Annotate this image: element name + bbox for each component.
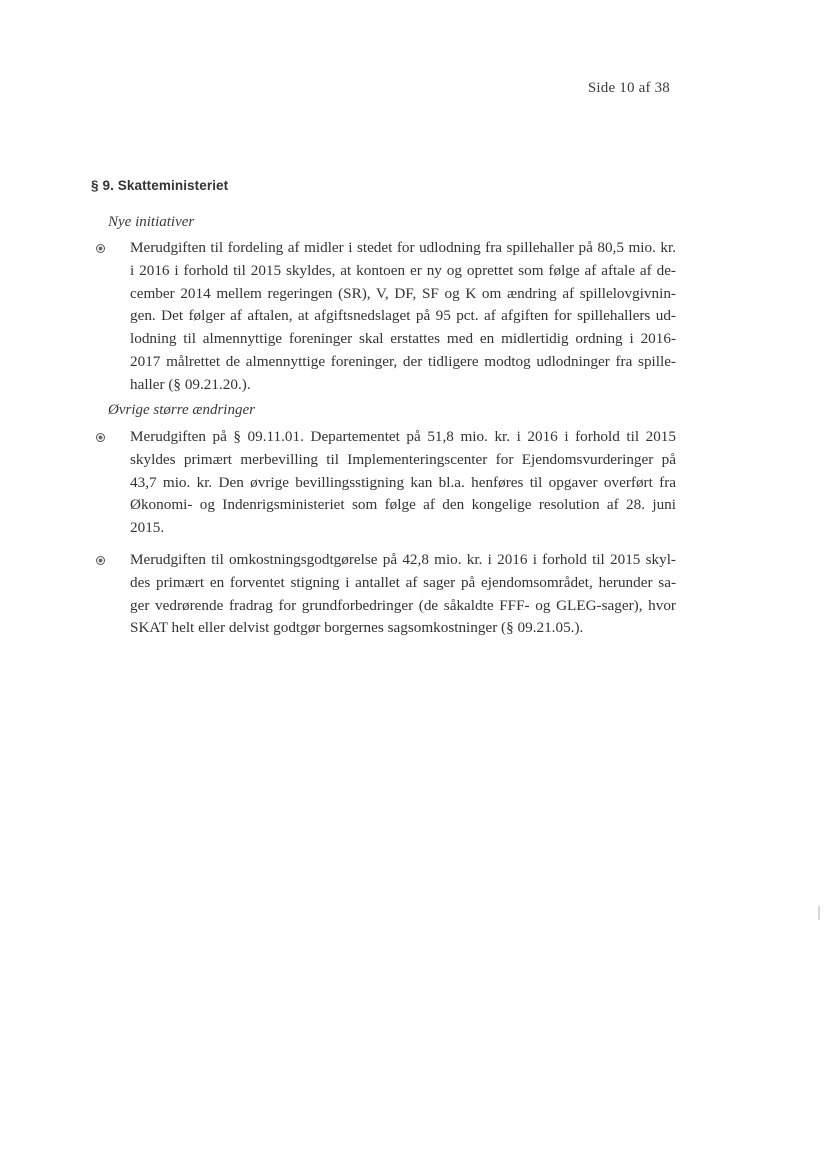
bullet-item (96, 237, 676, 397)
bullet-item (96, 426, 676, 540)
text-line: Økonomi- og Indenrigsministeriet som følge af den kongelige resolution af 28. juni (130, 496, 676, 514)
section-heading: § 9. Skatteministeriet (91, 178, 229, 193)
text-line: cember 2014 mellem regeringen (SR), V, DF, SF og K om ændring af spillelovgivnin- (130, 284, 676, 302)
text-line: 2015. (130, 519, 165, 537)
subheading-nye-initiativer: Nye initiativer (108, 214, 195, 230)
text-line: 2017 målrettet de almennyttige foreninger, der tidligere modtog udlodninger fra spille- (130, 352, 676, 370)
bullet-circle-icon (96, 244, 105, 253)
text-line: 43,7 mio. kr. Den øvrige bevillingsstigning kan bl.a. henføres til opgaver overført fra (130, 473, 676, 491)
bullet-item (96, 549, 676, 640)
text-line: Merudgiften til fordeling af midler i stedet for udlodning fra spillehaller på 80,5 mio. kr. (130, 239, 676, 256)
bullet-circle-icon (96, 556, 105, 565)
bullet-circle-icon (96, 433, 105, 442)
text-line: lodning til almennyttige foreninger skal erstattes med en midlertidig ordning i 2016- (130, 330, 676, 348)
bullet-text (130, 549, 676, 640)
text-line: gen. Det følger af aftalen, at afgiftsnedslaget på 95 pct. af afgiften for spillehallers ud- (130, 307, 676, 325)
text-line: i 2016 i forhold til 2015 skyldes, at kontoen er ny og oprettet som følge af aftale af de- (130, 261, 676, 279)
text-line: SKAT helt eller delvist godtgør borgernes sagsomkostninger (§ 09.21.05.). (130, 619, 584, 637)
text-line: des primært en forventet stigning i antallet af sager på ejendomsområdet, herunder sa- (130, 573, 676, 591)
subheading-oevrige-stoerre-aendringer: Øvrige større ændringer (108, 402, 255, 418)
bullet-text (130, 237, 676, 397)
text-line: ger vedrørende fradrag for grundforbedringer (de såkaldte FFF- og GLEG-sager), hvor (130, 596, 676, 614)
text-line: skyldes primært merbevilling til Implementeringscenter for Ejendomsvurderinger på (130, 450, 676, 468)
scan-edge-mark (818, 906, 820, 920)
text-line: Merudgiften på § 09.11.01. Departementet på 51,8 mio. kr. i 2016 i forhold til 2015 (130, 428, 676, 445)
page-number: Side 10 af 38 (587, 80, 670, 96)
text-line: haller (§ 09.21.20.). (130, 375, 251, 393)
bullet-text (130, 426, 676, 540)
text-line: Merudgiften til omkostningsgodtgørelse på 42,8 mio. kr. i 2016 i forhold til 2015 skyl- (130, 551, 676, 568)
